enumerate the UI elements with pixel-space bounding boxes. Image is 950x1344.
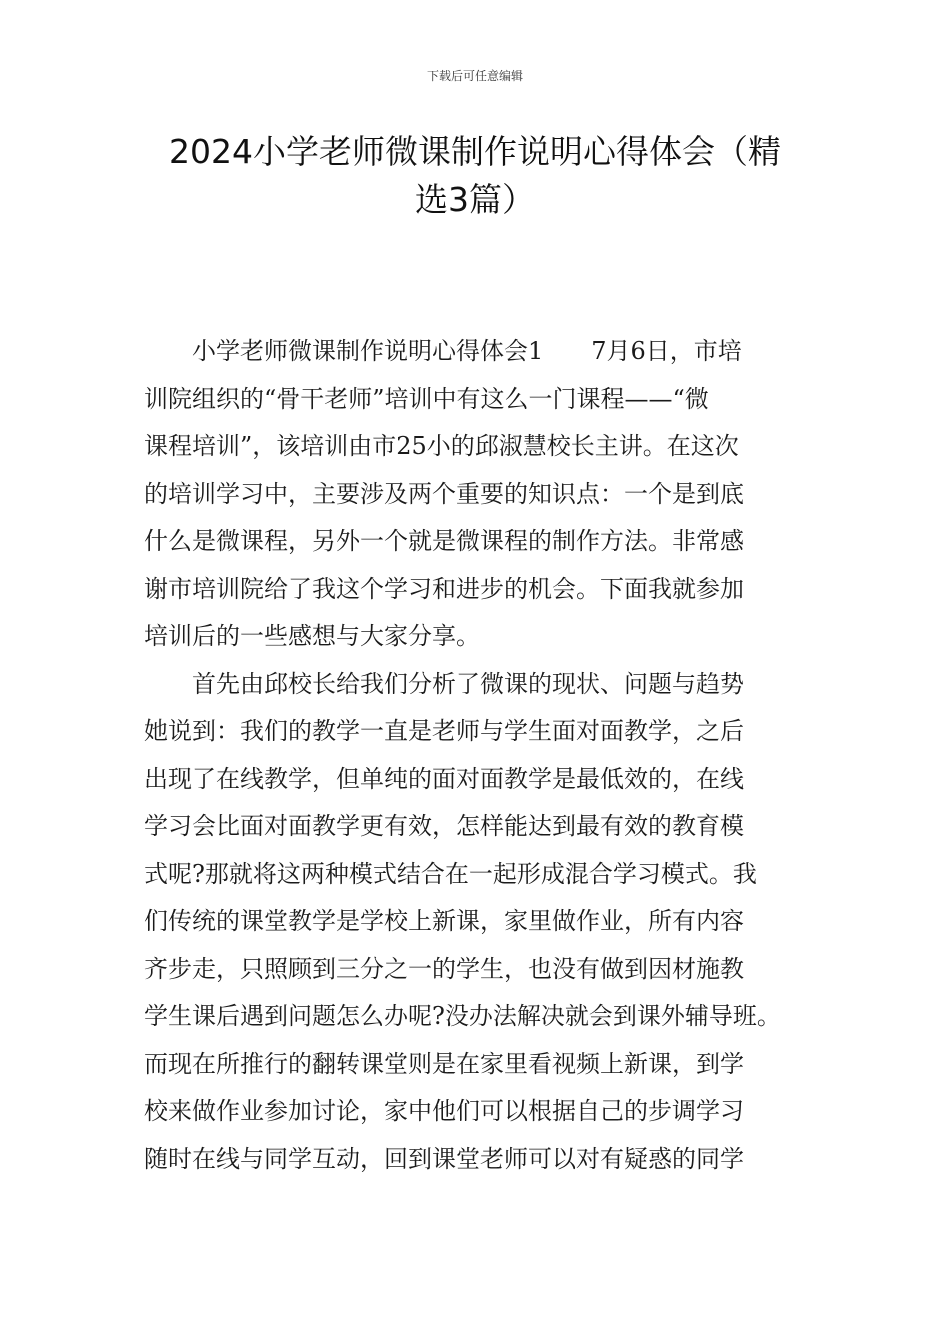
body-line: 的培训学习中，主要涉及两个重要的知识点：一个是到底 xyxy=(144,479,744,508)
body-line: 她说到：我们的教学一直是老师与学生面对面教学，之后 xyxy=(144,717,744,745)
document-title xyxy=(140,128,810,224)
document-body xyxy=(144,328,824,1183)
title-line-1: 2024小学老师微课制作说明心得体会（精 xyxy=(169,132,781,171)
body-line: 训院组织的“骨干老师”培训中有这么一门课程——“微 xyxy=(144,384,709,413)
body-line: 小学老师微课制作说明心得体会1 7月6日，市培 xyxy=(144,337,742,365)
body-line: 培训后的一些感想与大家分享。 xyxy=(144,622,480,650)
body-line: 学生课后遇到问题怎么办呢?没办法解决就会到课外辅导班。 xyxy=(144,1002,781,1030)
body-line: 齐步走，只照顾到三分之一的学生，也没有做到因材施教 xyxy=(144,954,744,983)
body-line: 而现在所推行的翻转课堂则是在家里看视频上新课，到学 xyxy=(144,1049,744,1078)
body-line: 出现了在线教学，但单纯的面对面教学是最低效的，在线 xyxy=(144,764,744,793)
body-line: 随时在线与同学互动，回到课堂老师可以对有疑惑的同学 xyxy=(144,1144,744,1173)
body-line: 首先由邱校长给我们分析了微课的现状、问题与趋势 xyxy=(144,669,744,698)
title-line-2: 选3篇） xyxy=(415,180,535,219)
body-line: 校来做作业参加讨论，家中他们可以根据自己的步调学习 xyxy=(144,1097,744,1125)
body-line: 式呢?那就将这两种模式结合在一起形成混合学习模式。我 xyxy=(144,859,757,888)
body-line: 什么是微课程，另外一个就是微课程的制作方法。非常感 xyxy=(144,527,744,555)
body-line: 课程培训”，该培训由市25小的邱淑慧校长主讲。在这次 xyxy=(144,432,739,460)
body-line: 谢市培训院给了我这个学习和进步的机会。下面我就参加 xyxy=(144,574,744,603)
header-note: 下载后可任意编辑 xyxy=(426,69,523,83)
body-line: 学习会比面对面教学更有效，怎样能达到最有效的教育模 xyxy=(144,812,744,840)
body-line: 们传统的课堂教学是学校上新课，家里做作业，所有内容 xyxy=(144,907,744,935)
